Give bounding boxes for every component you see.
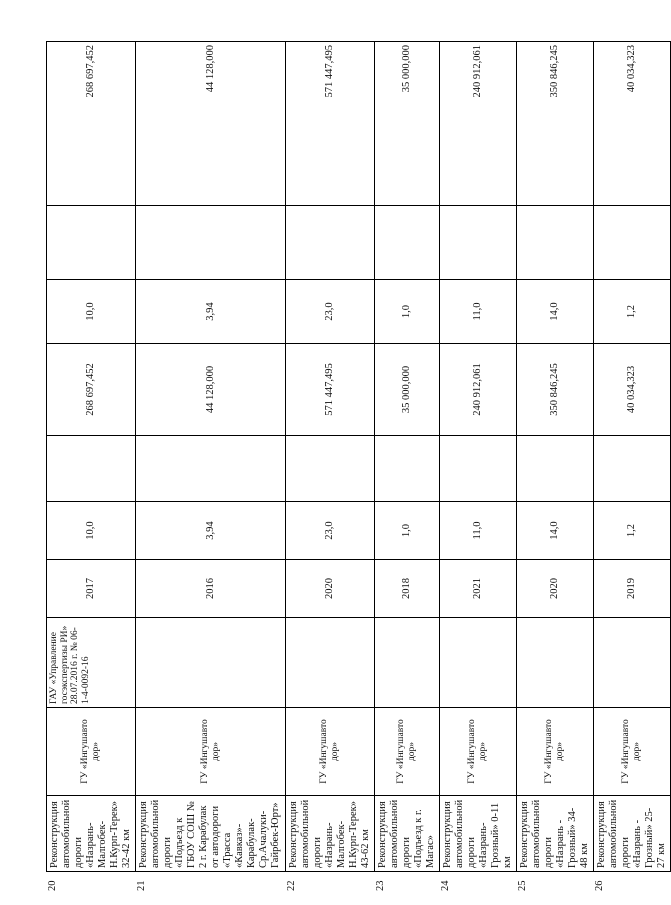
org-cell: ГУ «Ингушавто дор» — [286, 708, 375, 796]
cost-cell: 35 000,000 — [375, 344, 440, 436]
cost-cell: 571 447,495 — [286, 344, 375, 436]
total-cell: 40 034,323 — [594, 42, 671, 206]
road-name: Реконструкция автомобильной дороги «Назрань-Малгобек-Н.Курп-Терек» 32-42 км — [49, 799, 132, 868]
road-name: Реконструкция автомобильной дороги «Назрань - Грозный» 34-48 км — [519, 799, 590, 868]
org-cell: ГУ «Ингушавто дор» — [136, 708, 286, 796]
name-cell — [594, 796, 671, 891]
table-body — [47, 42, 671, 891]
cost-cell: 40 034,323 — [594, 344, 671, 436]
length-cell: 11,0 — [440, 502, 517, 560]
cost-cell: 240 912,061 — [440, 344, 517, 436]
year-cell: 2017 — [47, 560, 136, 618]
empty-cell-2 — [594, 206, 671, 280]
expertise-cell — [136, 618, 286, 708]
year-cell: 2019 — [594, 560, 671, 618]
expertise-cell — [375, 618, 440, 708]
row-number: 23 — [375, 880, 386, 891]
org-cell: ГУ «Ингушавто дор» — [440, 708, 517, 796]
row-number: 20 — [47, 880, 58, 891]
name-cell — [440, 796, 517, 891]
name-cell — [286, 796, 375, 891]
org-cell: ГУ «Ингушавто дор» — [47, 708, 136, 796]
road-name: Реконструкция автомобильной дороги «Назрань-Грозный» 0-11 км — [442, 799, 513, 868]
empty-cell — [286, 436, 375, 502]
total-cell: 571 447,495 — [286, 42, 375, 206]
year-cell: 2018 — [375, 560, 440, 618]
row-number: 26 — [594, 880, 605, 891]
empty-cell-2 — [47, 206, 136, 280]
org-cell: ГУ «Ингушавто дор» — [594, 708, 671, 796]
rotated-page — [46, 42, 667, 891]
length-cell: 14,0 — [517, 502, 594, 560]
road-name: Реконструкция автомобильной дороги «Подъезд к г. Магас» — [377, 799, 436, 868]
length-cell-2: 14,0 — [517, 280, 594, 344]
empty-cell-2 — [286, 206, 375, 280]
empty-cell — [47, 436, 136, 502]
expertise-cell — [440, 618, 517, 708]
road-name: Реконструкция автомобильной дороги «Назрань - Грозный» 25-27 км — [596, 799, 667, 868]
table-row — [594, 42, 671, 872]
row-number: 25 — [517, 880, 528, 891]
length-cell: 1,0 — [375, 502, 440, 560]
empty-cell — [517, 436, 594, 502]
table-row — [136, 42, 286, 872]
length-cell: 10,0 — [47, 502, 136, 560]
length-cell-2: 10,0 — [47, 280, 136, 344]
length-cell-2: 3,94 — [136, 280, 286, 344]
year-cell: 2020 — [286, 560, 375, 618]
empty-cell-2 — [375, 206, 440, 280]
year-cell: 2021 — [440, 560, 517, 618]
length-cell-2: 23,0 — [286, 280, 375, 344]
expertise-cell — [517, 618, 594, 708]
total-cell: 240 912,061 — [440, 42, 517, 206]
expertise-cell: ГАУ «Управление госэкспертизы РИ» 28.07.2016 г. № 06-1-4-0092-16 — [47, 618, 136, 708]
length-cell-2: 1,0 — [375, 280, 440, 344]
length-cell: 23,0 — [286, 502, 375, 560]
empty-cell — [136, 436, 286, 502]
total-cell: 44 128,000 — [136, 42, 286, 206]
cost-cell: 350 846,245 — [517, 344, 594, 436]
road-reconstruction-table — [46, 41, 671, 891]
name-cell — [375, 796, 440, 891]
cost-cell: 44 128,000 — [136, 344, 286, 436]
empty-cell — [440, 436, 517, 502]
org-cell: ГУ «Ингушавто дор» — [375, 708, 440, 796]
length-cell-2: 11,0 — [440, 280, 517, 344]
expertise-cell — [594, 618, 671, 708]
empty-cell-2 — [136, 206, 286, 280]
empty-cell-2 — [440, 206, 517, 280]
row-number: 22 — [286, 880, 297, 891]
org-cell: ГУ «Ингушавто дор» — [517, 708, 594, 796]
name-cell — [136, 796, 286, 891]
length-cell: 1,2 — [594, 502, 671, 560]
total-cell: 268 697,452 — [47, 42, 136, 206]
road-name: Реконструкция автомобильной дороги «Подъезд к ГБОУ СОШ № 2 г. Карабулак от автодороги «Трасса «Кавказ»-Карабулак-Ср.Ачалуки-Гайрбек-Юрт» — [138, 799, 281, 868]
table-row — [440, 42, 517, 872]
empty-cell-2 — [517, 206, 594, 280]
road-name: Реконструкция автомобильной дороги «Назрань-Малгобек-Н.Курп-Терек» 43-62 км — [288, 799, 371, 868]
row-number: 21 — [136, 880, 147, 891]
year-cell: 2020 — [517, 560, 594, 618]
length-cell: 3,94 — [136, 502, 286, 560]
name-cell — [47, 796, 136, 891]
total-cell: 350 846,245 — [517, 42, 594, 206]
name-cell — [517, 796, 594, 891]
length-cell-2: 1,2 — [594, 280, 671, 344]
empty-cell — [375, 436, 440, 502]
expertise-cell — [286, 618, 375, 708]
table-row — [47, 42, 136, 872]
table-row — [375, 42, 440, 872]
table-row — [517, 42, 594, 872]
row-number: 24 — [440, 880, 451, 891]
empty-cell — [594, 436, 671, 502]
cost-cell: 268 697,452 — [47, 344, 136, 436]
total-cell: 35 000,000 — [375, 42, 440, 206]
year-cell: 2016 — [136, 560, 286, 618]
table-row — [286, 42, 375, 872]
